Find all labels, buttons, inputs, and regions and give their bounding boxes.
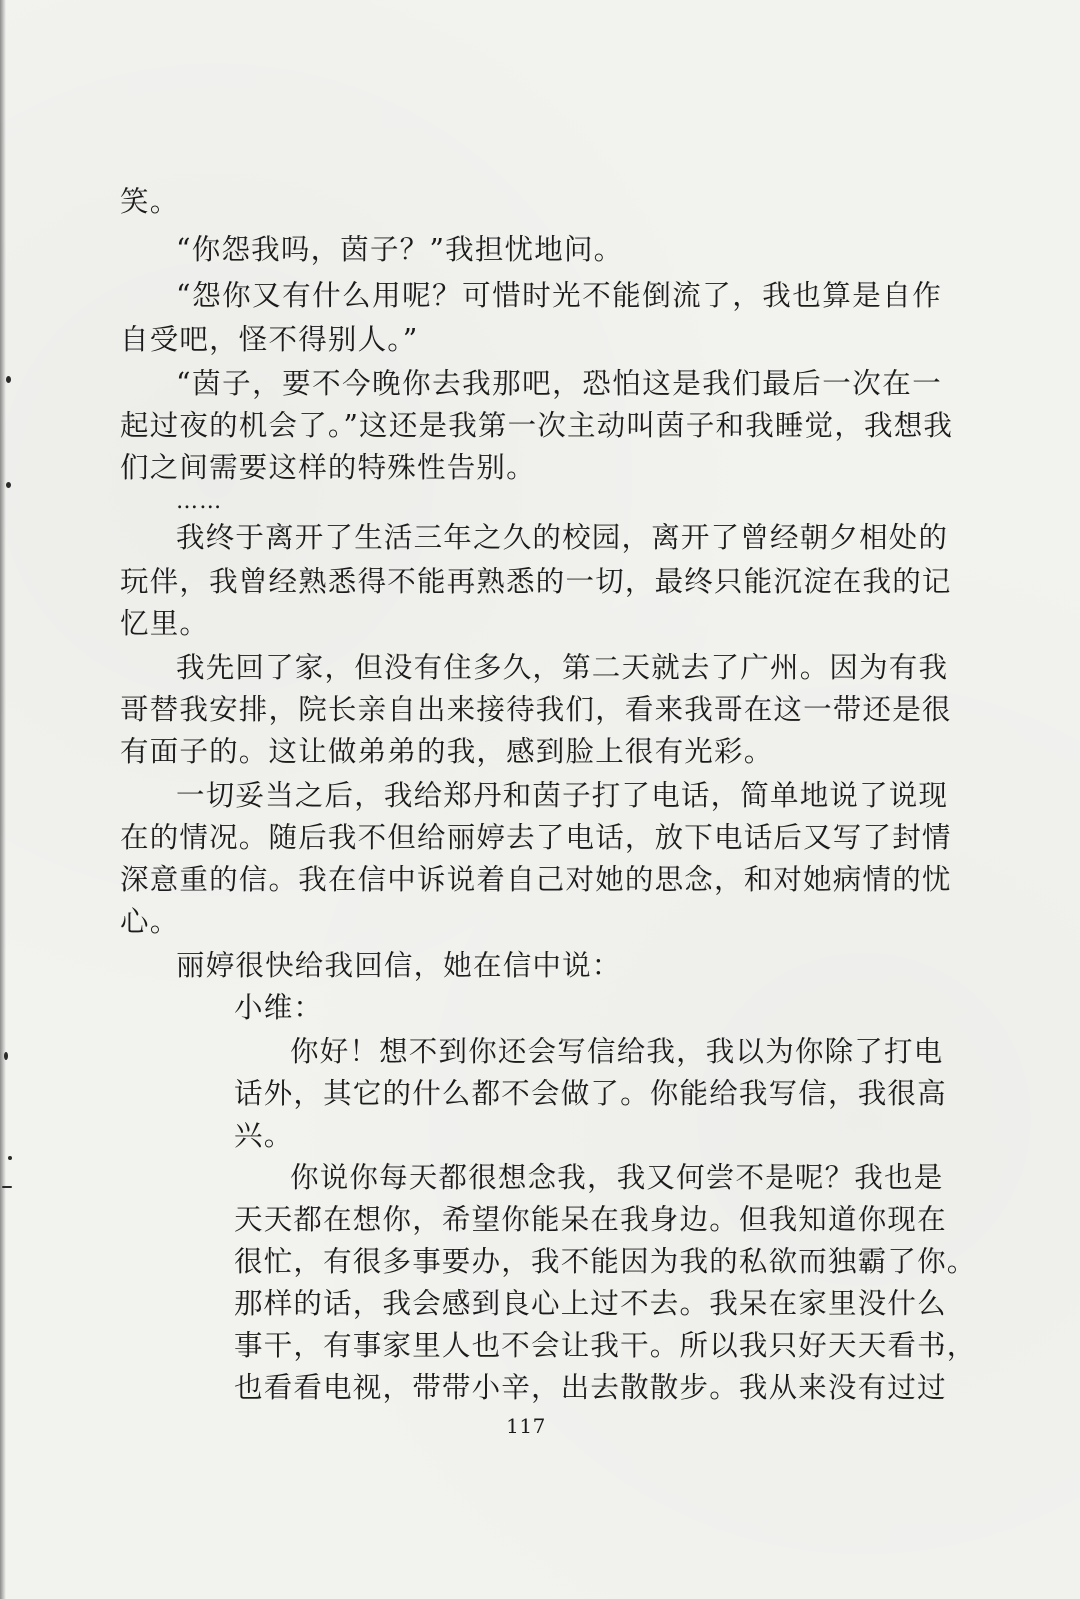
text-line: 在的情况。随后我不但给丽婷去了电话，放下电话后又写了封情 — [120, 821, 952, 854]
text-line: 丽婷很快给我回信，她在信中说： — [176, 949, 622, 982]
text-line: “怨你又有什么用呢？可惜时光不能倒流了，我也算是自作 — [176, 279, 942, 312]
scan-speck — [4, 1052, 8, 1060]
letter-line: 你好！想不到你还会写信给我，我以为你除了打电 — [290, 1035, 944, 1068]
letter-line: 天天都在想你，希望你能呆在我身边。但我知道你现在 — [234, 1203, 947, 1236]
page-number: 117 — [506, 1414, 546, 1438]
scan-speck — [2, 1186, 12, 1188]
letter-line: 也看看电视，带带小辛，出去散散步。我从来没有过过 — [234, 1371, 947, 1404]
text-line: 起过夜的机会了。”这还是我第一次主动叫茵子和我睡觉，我想我 — [120, 409, 954, 442]
ellipsis-line: …… — [176, 489, 223, 514]
text-line: 心。 — [120, 905, 180, 938]
letter-salutation: 小维： — [234, 991, 324, 1024]
text-line: 我先回了家，但没有住多久，第二天就去了广州。因为有我 — [176, 651, 949, 684]
text-line: “茵子，要不今晚你去我那吧，恐怕这是我们最后一次在一 — [176, 367, 942, 400]
text-line: 们之间需要这样的特殊性告别。 — [120, 451, 536, 484]
text-line: 有面子的。这让做弟弟的我，感到脸上很有光彩。 — [120, 735, 774, 768]
letter-line: 很忙，有很多事要办，我不能因为我的私欲而独霸了你。 — [234, 1245, 977, 1278]
letter-line: 兴。 — [234, 1119, 294, 1152]
text-line: 玩伴，我曾经熟悉得不能再熟悉的一切，最终只能沉淀在我的记 — [120, 565, 952, 598]
letter-line: 话外，其它的什么都不会做了。你能给我写信，我很高 — [234, 1077, 947, 1110]
text-line: 笑。 — [120, 185, 180, 218]
scan-speck — [6, 482, 11, 488]
letter-line: 你说你每天都很想念我，我又何尝不是呢？我也是 — [290, 1161, 944, 1194]
text-line: 我终于离开了生活三年之久的校园，离开了曾经朝夕相处的 — [176, 521, 949, 554]
text-line: 自受吧，怪不得别人。” — [120, 323, 419, 356]
text-line: 深意重的信。我在信中诉说着自己对她的思念，和对她病情的忧 — [120, 863, 952, 896]
text-line: 忆里。 — [120, 607, 210, 640]
scan-speck — [8, 1156, 12, 1160]
letter-line: 那样的话，我会感到良心上过不去。我呆在家里没什么 — [234, 1287, 947, 1320]
page-binding-shadow — [0, 0, 6, 1599]
text-line: 一切妥当之后，我给郑丹和茵子打了电话，简单地说了说现 — [176, 779, 949, 812]
text-line: “你怨我吗，茵子？”我担忧地问。 — [176, 233, 624, 266]
letter-line: 事干，有事家里人也不会让我干。所以我只好天天看书， — [234, 1329, 977, 1362]
scan-speck — [6, 376, 11, 383]
text-line: 哥替我安排，院长亲自出来接待我们，看来我哥在这一带还是很 — [120, 693, 952, 726]
